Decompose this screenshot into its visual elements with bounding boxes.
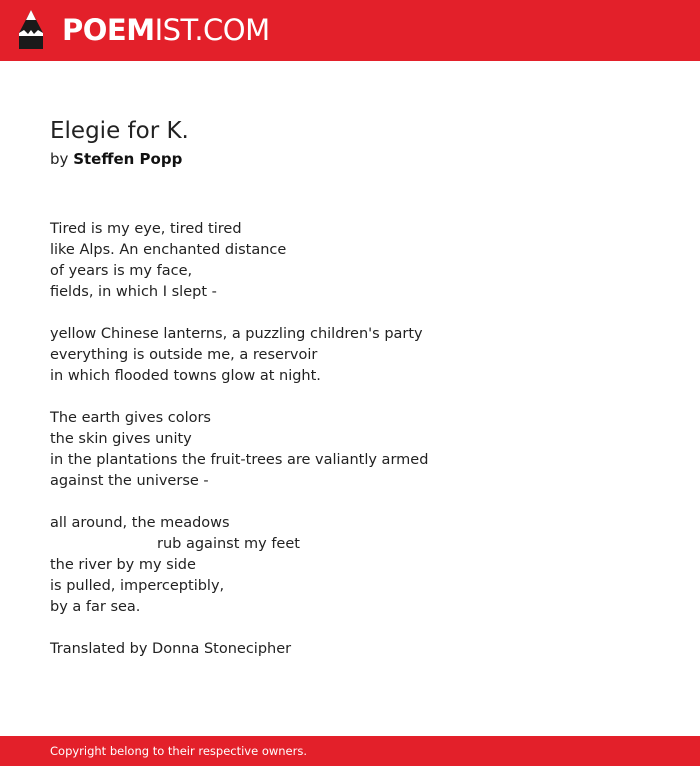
site-footer bbox=[0, 736, 700, 766]
stanza bbox=[50, 408, 650, 492]
by-label: by bbox=[50, 150, 69, 168]
translator-credit: Translated by Donna Stonecipher bbox=[50, 641, 292, 657]
poem-line: of years is my face, bbox=[50, 263, 193, 279]
poem-body bbox=[50, 219, 650, 660]
poem-line: Tired is my eye, tired tired bbox=[50, 221, 242, 237]
poem-line-indented: rub against my feet bbox=[157, 536, 300, 552]
poem-line: the river by my side bbox=[50, 557, 196, 573]
byline bbox=[50, 149, 182, 169]
poem-line: the skin gives unity bbox=[50, 431, 192, 447]
copyright-text: Copyright belong to their respective owners. bbox=[50, 744, 308, 758]
poem-line: like Alps. An enchanted distance bbox=[50, 242, 287, 258]
stanza bbox=[50, 219, 650, 303]
site-header bbox=[0, 0, 700, 61]
brand-light-text: IST.COM bbox=[154, 13, 270, 47]
poem-line: by a far sea. bbox=[50, 599, 141, 615]
poem-line: everything is outside me, a reservoir bbox=[50, 347, 318, 363]
pencil-tip-icon[interactable] bbox=[18, 9, 44, 51]
author-name: Steffen Popp bbox=[73, 150, 183, 168]
poem-line: fields, in which I slept - bbox=[50, 284, 217, 300]
poem-line: in which flooded towns glow at night. bbox=[50, 368, 321, 384]
poem-title: Elegie for K. bbox=[50, 118, 189, 144]
poem-line: against the universe - bbox=[50, 473, 209, 489]
poem-line: yellow Chinese lanterns, a puzzling children's party bbox=[50, 326, 423, 342]
poem-line: in the plantations the fruit-trees are valiantly armed bbox=[50, 452, 429, 468]
poem-line: The earth gives colors bbox=[50, 410, 211, 426]
poem-line: all around, the meadows bbox=[50, 515, 230, 531]
stanza bbox=[50, 324, 650, 387]
brand-bold-text: POEM bbox=[62, 13, 155, 47]
site-logo[interactable] bbox=[62, 12, 270, 48]
stanza bbox=[50, 513, 650, 618]
poem-line: is pulled, imperceptibly, bbox=[50, 578, 225, 594]
